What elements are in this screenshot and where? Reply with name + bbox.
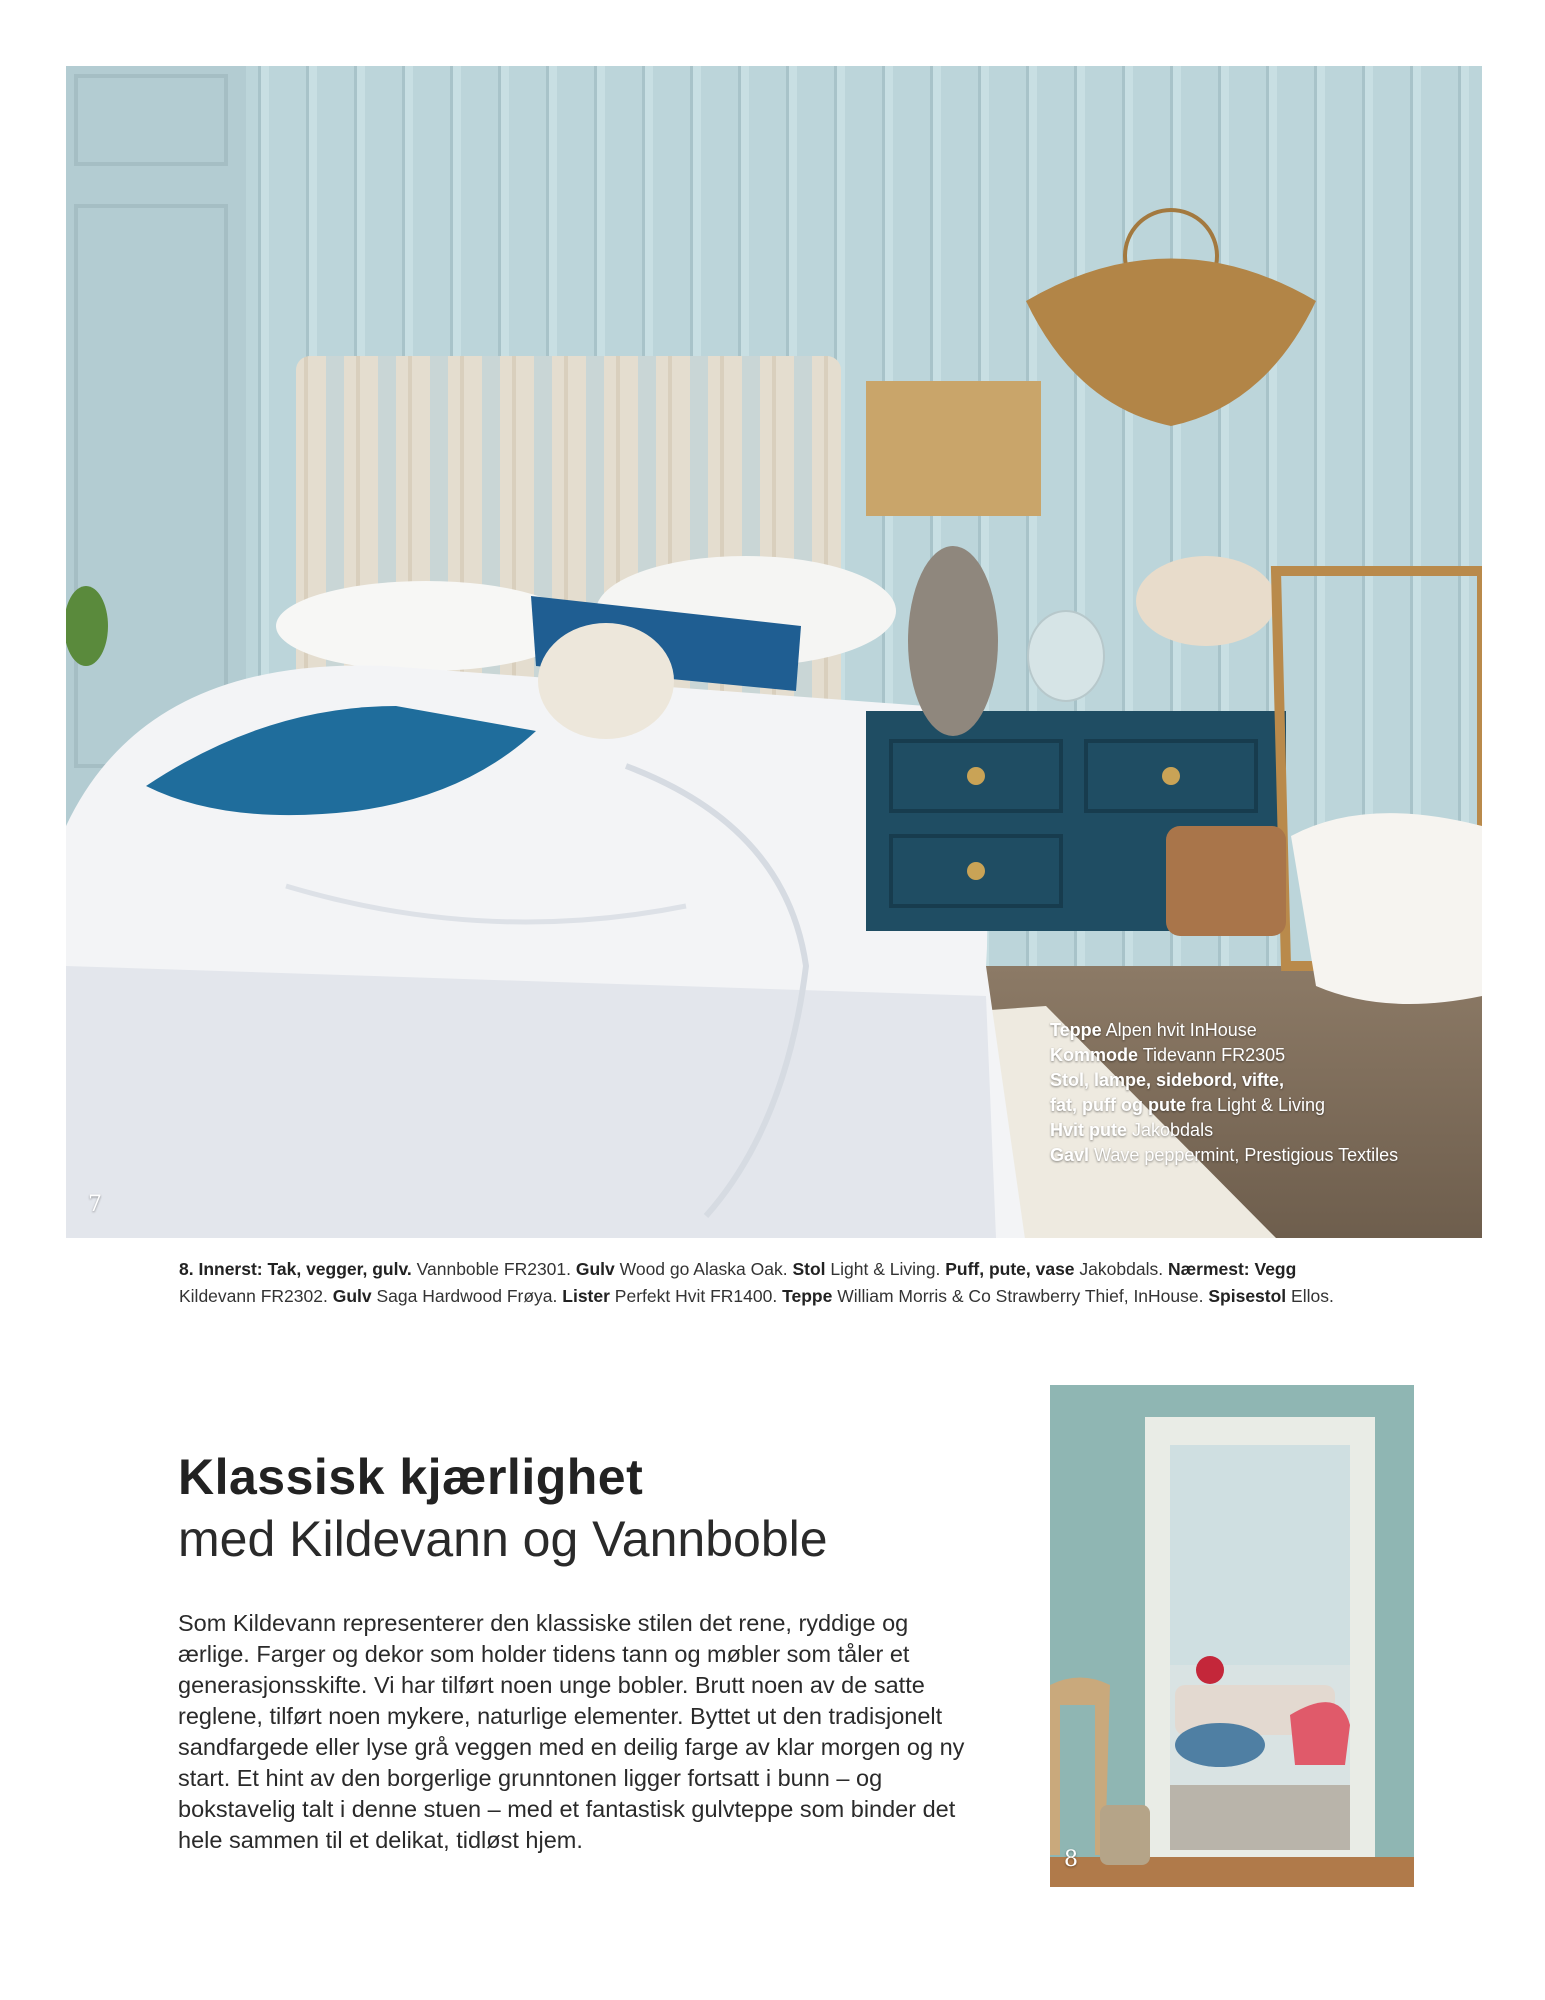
figure-caption bbox=[179, 1256, 1419, 1310]
doorway-photo bbox=[1050, 1385, 1414, 1887]
credit-line: Teppe Alpen hvit InHouse bbox=[1050, 1020, 1257, 1040]
article-title: Klassisk kjærlighet bbox=[178, 1449, 644, 1505]
photo-number: 8 bbox=[1064, 1847, 1078, 1872]
hero-photo bbox=[66, 66, 1482, 1238]
credit-line: Gavl Wave peppermint, Prestigious Textiles bbox=[1050, 1145, 1399, 1165]
article-subtitle: med Kildevann og Vannboble bbox=[178, 1511, 828, 1567]
credit-line: fat, puff og pute fra Light & Living bbox=[1050, 1095, 1326, 1115]
credit-line: Hvit pute Jakobdals bbox=[1050, 1120, 1214, 1140]
caption-line: 8. Innerst: Tak, vegger, gulv. Vannboble FR2301. Gulv Wood go Alaska Oak. Stol Light & Living. Puff, pute, vase Jakobdals. Nærmest: Vegg bbox=[179, 1259, 1297, 1279]
doorway-illustration bbox=[1050, 1385, 1414, 1887]
photo-number: 7 bbox=[88, 1192, 102, 1217]
caption-line: Kildevann FR2302. Gulv Saga Hardwood Frøya. Lister Perfekt Hvit FR1400. Teppe William Morris & Co Strawberry Thief, InHouse. Spisestol Ellos. bbox=[179, 1286, 1334, 1306]
credit-line: Stol, lampe, sidebord, vifte, bbox=[1050, 1070, 1285, 1090]
credit-line: Kommode Tidevann FR2305 bbox=[1050, 1045, 1286, 1065]
article-body: Som Kildevann representerer den klassiske stilen det rene, ryddige og ærlige. Farger og dekor som holder tidens tann og møbler som tåler et generasjonsskifte. Vi har tilført noen unge bobler. Brutt noen av de satte reglene, tilført noen mykere, naturlige elementer. Byttet ut den tradisjonelt sandfargede eller lyse grå veggen med en deilig farge av klar morgen og ny start. Et hint av den borgerlige grunntonen ligger fortsatt i bunn – og bokstavelig talt i denne stuen – med et fantastisk gulvteppe som binder det hele sammen til et delikat, tidløst hjem. bbox=[178, 1610, 965, 1853]
hero-photo-credits bbox=[1050, 1018, 1470, 1168]
